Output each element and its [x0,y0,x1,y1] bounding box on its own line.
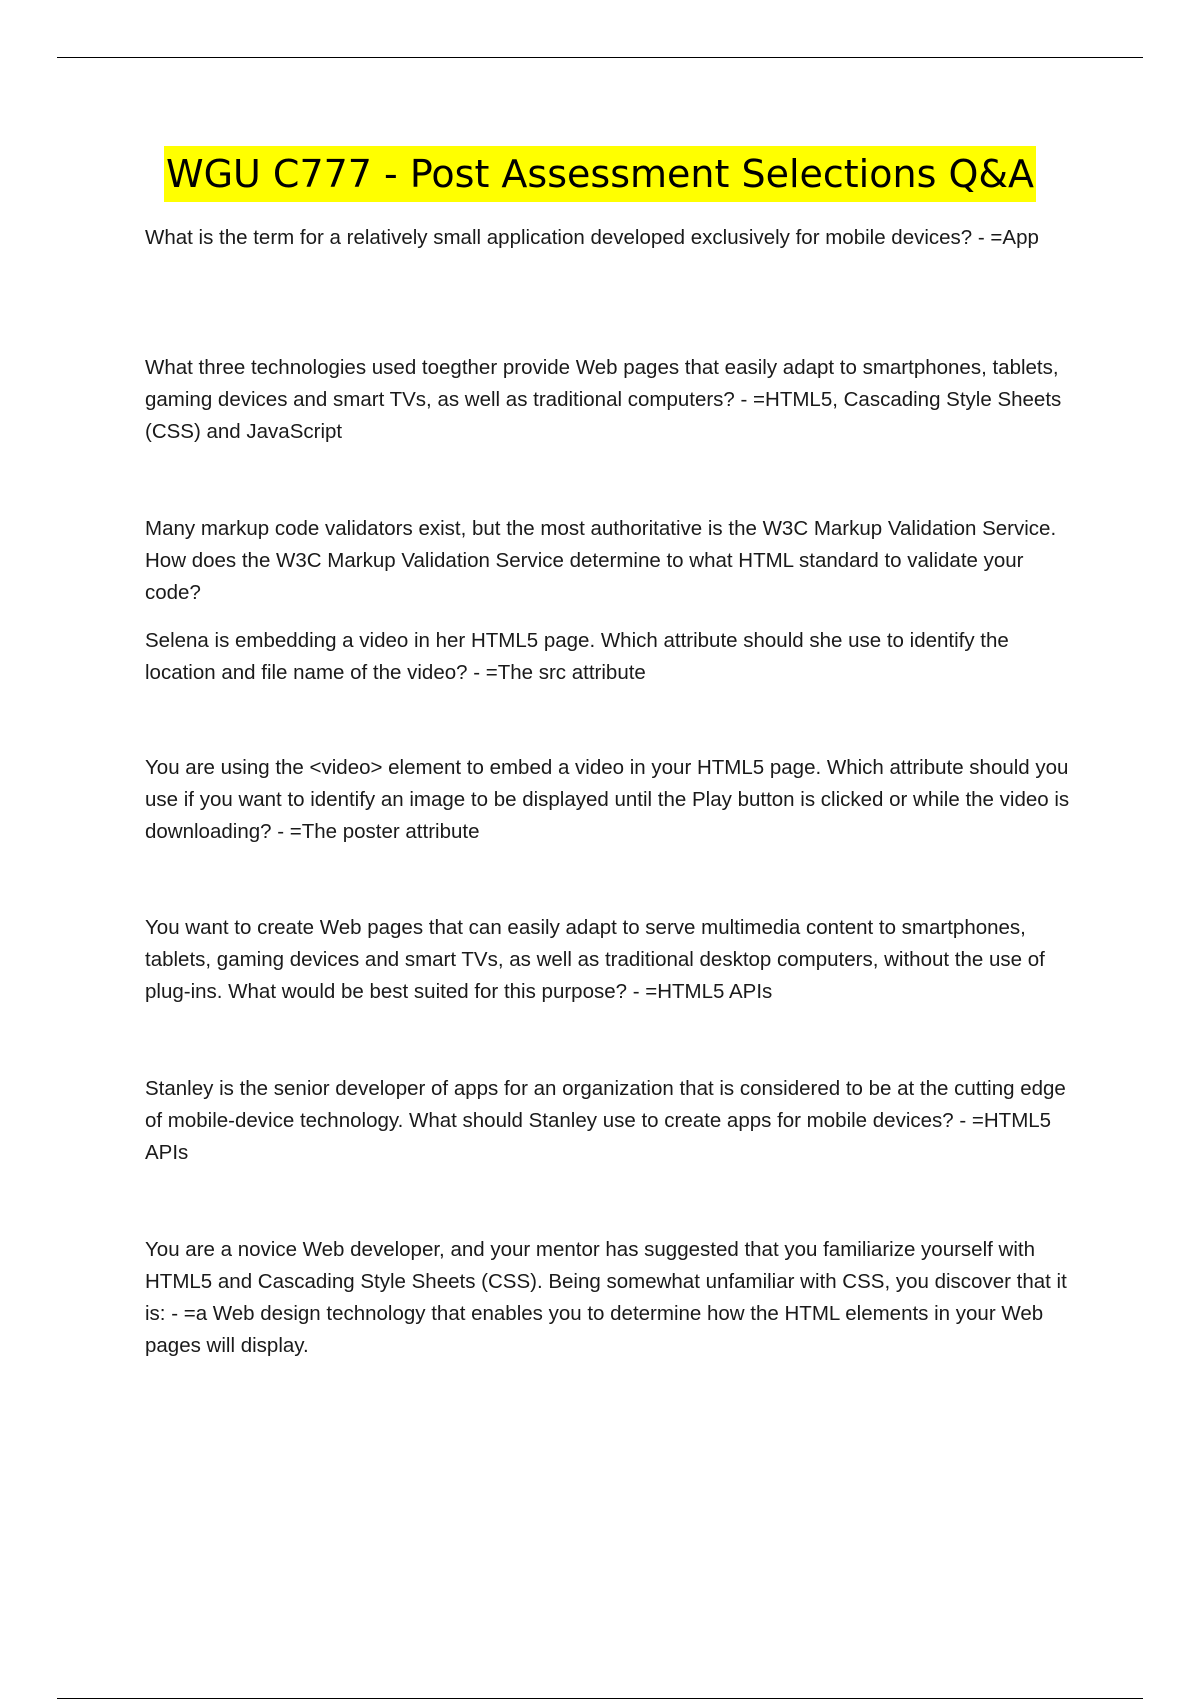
top-divider [57,57,1143,58]
qa-item: What three technologies used toegther provide Web pages that easily adapt to smartphones, tablets, gaming devices and smart TVs, as well as traditional computers? - =HTML5, Cascading Style Sheets (CSS) and JavaScript [145,356,1062,443]
qa-item: Selena is embedding a video in her HTML5 page. Which attribute should she use to identify the location and file name of the video? - =The src attribute [145,629,1009,684]
qa-item: Stanley is the senior developer of apps for an organization that is considered to be at the cutting edge of mobile-device technology. What should Stanley use to create apps for mobile devices? - =HTML5 APIs [145,1077,1066,1164]
qa-item: You are a novice Web developer, and your mentor has suggested that you familiarize yourself with HTML5 and Cascading Style Sheets (CSS). Being somewhat unfamiliar with CSS, you discover that it is: - =a Web design technology that enables you to determine how the HTML elements in your Web pages will display. [145,1238,1067,1357]
qa-item: What is the term for a relatively small application developed exclusively for mobile devices? - =App [145,226,1039,249]
bottom-divider [57,1698,1143,1699]
qa-item: You want to create Web pages that can easily adapt to serve multimedia content to smartphones, tablets, gaming devices and smart TVs, as well as traditional desktop computers, without the use of plug-ins. What would be best suited for this purpose? - =HTML5 APIs [145,916,1045,1003]
title-block [0,146,1200,202]
qa-item: You are using the <video> element to embed a video in your HTML5 page. Which attribute should you use if you want to identify an image to be displayed until the Play button is clicked or while the video is downloading? - =The poster attribute [145,756,1070,843]
page-title: WGU C777 - Post Assessment Selections Q&A [164,146,1036,202]
qa-item: Many markup code validators exist, but the most authoritative is the W3C Markup Validation Service. How does the W3C Markup Validation Service determine to what HTML standard to validate your code? [145,517,1057,604]
